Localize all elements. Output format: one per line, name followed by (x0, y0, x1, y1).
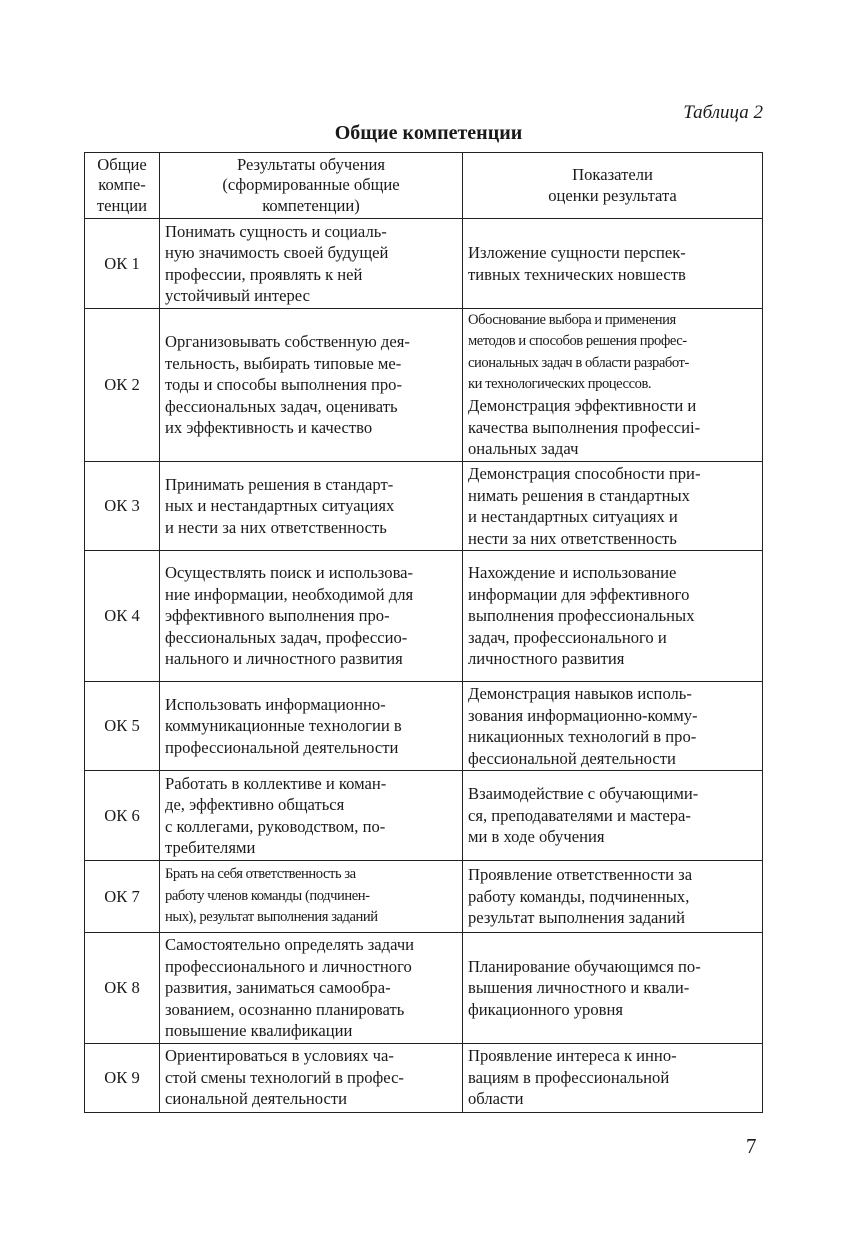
table-header-row (85, 153, 763, 219)
row-code: ОК 7 (85, 861, 160, 933)
row-indicator-condensed: Обоснование выбора и применения методов и способов решения профес- сиональных задач в области разработ- ки технологических процессов. (468, 312, 689, 393)
competencies-table (84, 152, 763, 1113)
table-row (85, 309, 763, 462)
table-row (85, 1043, 763, 1112)
table-row (85, 861, 763, 933)
row-code: ОК 6 (85, 771, 160, 861)
row-code: ОК 8 (85, 933, 160, 1044)
row-indicator: Взаимодействие с обучающими- ся, преподавателями и мастера- ми в ходе обучения (463, 771, 763, 861)
row-indicator: Нахождение и использование информации для эффективного выполнения профессиональных задач, профессионального и личностного развития (463, 551, 763, 682)
row-result: Использовать информационно- коммуникационные технологии в профессиональной деятельности (160, 682, 463, 771)
row-result: Самостоятельно определять задачи профессионального и личностного развития, заниматься самообра- зованием, осознанно планировать повышение квалификации (160, 933, 463, 1044)
table-row (85, 462, 763, 551)
row-indicator: Проявление ответственности за работу команды, подчиненных, результат выполнения заданий (463, 861, 763, 933)
row-indicator: Проявление интереса к инно- вациям в профессиональной области (463, 1043, 763, 1112)
table-row (85, 551, 763, 682)
row-result: Работать в коллективе и коман- де, эффективно общаться с коллегами, руководством, по- требителями (160, 771, 463, 861)
row-result: Понимать сущность и социаль- ную значимость своей будущей профессии, проявлять к ней устойчивый интерес (160, 219, 463, 309)
row-result: Организовывать собственную дея- тельность, выбирать типовые ме- тоды и способы выполнения про- фессиональных задач, оценивать их эффективность и качество (160, 309, 463, 462)
table-row (85, 771, 763, 861)
table-row (85, 933, 763, 1044)
table-row (85, 219, 763, 309)
row-result: Ориентироваться в условиях ча- стой смены технологий в профес- сиональной деятельности (160, 1043, 463, 1112)
row-indicator-normal: Демонстрация эффективности и качества выполнения профессиі- ональных задач (468, 396, 701, 459)
table-label: Таблица 2 (683, 102, 763, 123)
row-indicator: Демонстрация навыков исполь- зования информационно-комму- никационных технологий в про- фессиональной деятельности (463, 682, 763, 771)
table-title: Общие компетенции (334, 122, 523, 144)
header-code: Общие компе- тенции (85, 153, 160, 219)
row-code: ОК 3 (85, 462, 160, 551)
row-indicator: Демонстрация способности при- нимать решения в стандартных и нестандартных ситуациях и нести за них ответственность (463, 462, 763, 551)
row-result: Осуществлять поиск и использова- ние информации, необходимой для эффективного выполнения про- фессиональных задач, профессио- нального и личностного развития (160, 551, 463, 682)
header-indicator: Показатели оценки результата (463, 153, 763, 219)
page-number: 7 (746, 1134, 757, 1158)
row-indicator: Изложение сущности перспек- тивных технических новшеств (463, 219, 763, 309)
row-code: ОК 1 (85, 219, 160, 309)
row-code: ОК 2 (85, 309, 160, 462)
row-code: ОК 9 (85, 1043, 160, 1112)
table-row (85, 682, 763, 771)
row-indicator (463, 309, 763, 462)
row-result: Принимать решения в стандарт- ных и нестандартных ситуациях и нести за них ответственность (160, 462, 463, 551)
row-result: Брать на себя ответственность за работу членов команды (подчинен- ных), результат выполнения заданий (160, 861, 463, 933)
header-result: Результаты обучения (сформированные общие компетенции) (160, 153, 463, 219)
row-code: ОК 5 (85, 682, 160, 771)
row-indicator: Планирование обучающимся по- вышения личностного и квали- фикационного уровня (463, 933, 763, 1044)
row-code: ОК 4 (85, 551, 160, 682)
